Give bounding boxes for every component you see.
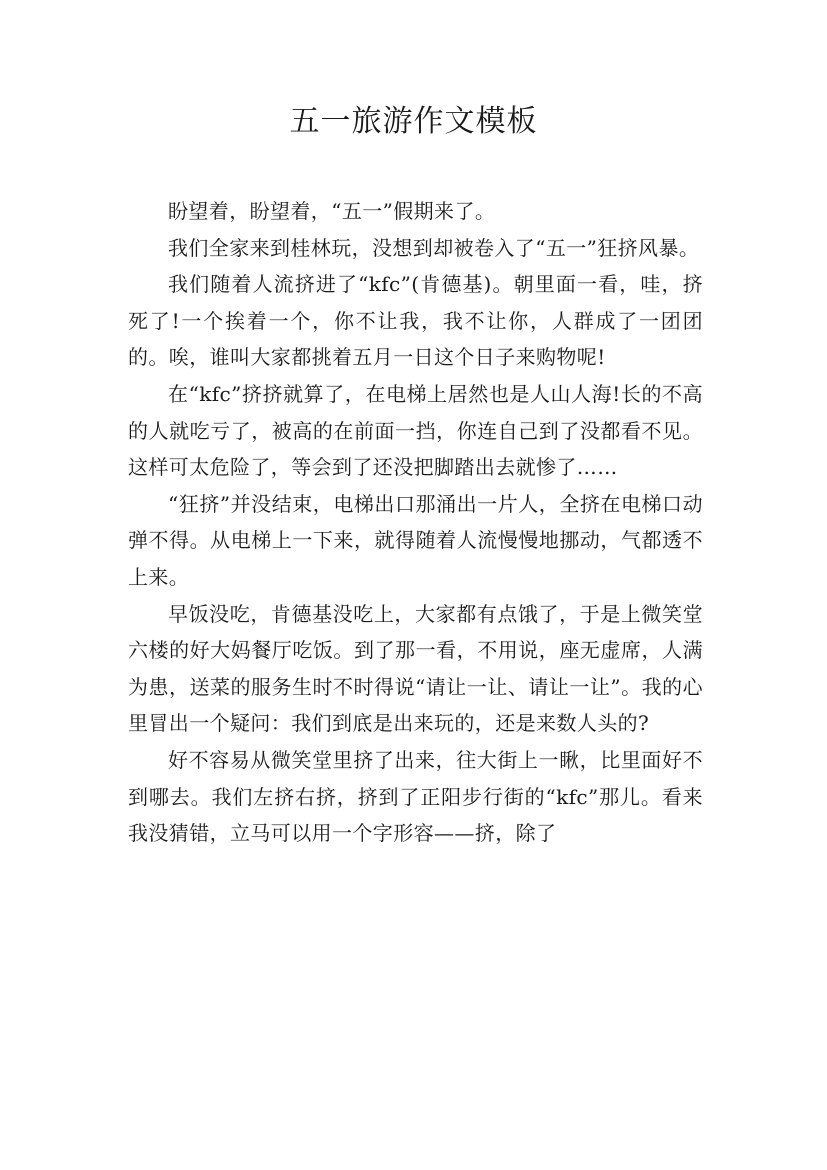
paragraph: 好不容易从微笑堂里挤了出来，往大街上一瞅，比里面好不到哪去。我们左挤右挤，挤到了正阳步行街的“kfc”那儿。看来我没猜错，立马可以用一个字形容——挤，除了 <box>128 747 703 846</box>
paragraph: 早饭没吃，肯德基没吃上，大家都有点饿了，于是上微笑堂六楼的好大妈餐厅吃饭。到了那一看，不用说，座无虚席，人满为患，送菜的服务生时不时得说“请让一让、请让一让”。我的心里冒出一个疑问：我们到底是出来玩的，还是来数人头的? <box>128 601 703 736</box>
paragraph: 在“kfc”挤挤就算了，在电梯上居然也是人山人海!长的不高的人就吃亏了，被高的在前面一挡，你连自己到了没都看不见。这样可太危险了，等会到了还没把脚踏出去就惨了…… <box>128 381 703 480</box>
paragraph: “狂挤”并没结束，电梯出口那涌出一片人，全挤在电梯口动弹不得。从电梯上一下来，就得随着人流慢慢地挪动，气都透不上来。 <box>128 491 703 589</box>
paragraph: 我们随着人流挤进了“kfc”(肯德基)。朝里面一看，哇，挤死了!一个挨着一个，你不让我，我不让你，人群成了一团团的。唉，谁叫大家都挑着五月一日这个日子来购物呢! <box>128 272 703 370</box>
document-body <box>128 193 703 852</box>
paragraph: 我们全家来到桂林玩，没想到却被卷入了“五一”狂挤风暴。 <box>168 235 700 260</box>
paragraph: 盼望着，盼望着，“五一”假期来了。 <box>168 199 496 223</box>
document-title: 五一旅游作文模板 <box>289 104 538 139</box>
